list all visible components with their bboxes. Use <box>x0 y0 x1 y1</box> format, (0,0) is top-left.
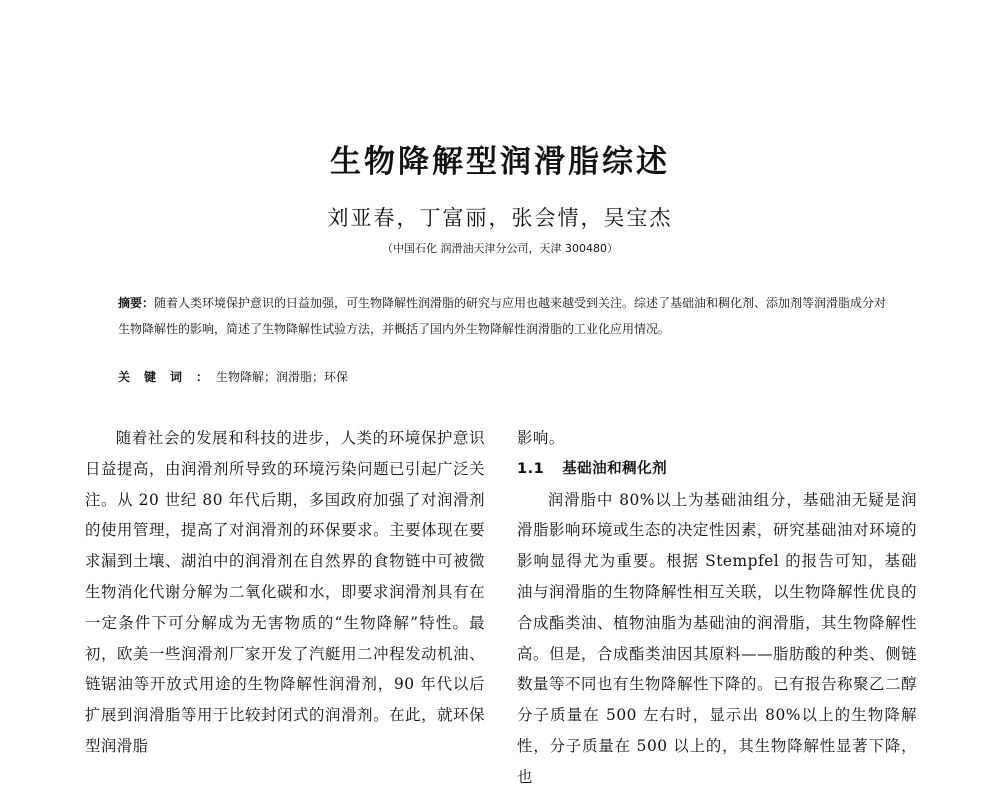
keywords-label: 关键词： <box>118 370 223 384</box>
right-column <box>517 423 917 793</box>
abstract-text: 随着人类环境保护意识的日益加强，可生物降解性润滑脂的研究与应用也越来越受到关注。综述了基础油和稠化剂、添加剂等润滑脂成分对生物降解性的影响，简述了生物降解性试验方法，并概括了国内外生物降解性润滑脂的工业化应用情况。 <box>118 296 887 336</box>
continuation-text: 影响。 <box>517 429 565 447</box>
abstract-label: 摘要： <box>118 296 155 310</box>
intro-paragraph: 随着社会的发展和科技的进步，人类的环境保护意识日益提高，由润滑剂所导致的环境污染问题已引起广泛关注。从 20 世纪 80 年代后期，多国政府加强了对润滑剂的使用管理，提高了对润滑剂的环保要求。主要体现在要求漏到土壤、湖泊中的润滑剂在自然界的食物链中可被微生物消化代谢分解为二氧化碳和水，即要求润滑剂具有在一定条件下可分解成为无害物质的“生物降解”特性。最初，欧美一些润滑剂厂家开发了汽艇用二冲程发动机油、链锯油等开放式用途的生物降解性润滑剂，90 年代以后扩展到润滑脂等用于比较封闭式的润滑剂。在此，就环保型润滑脂 <box>85 429 485 755</box>
base-oil-paragraph: 润滑脂中 80%以上为基础油组分，基础油无疑是润滑脂影响环境或生态的决定性因素，研究基础油对环境的影响显得尤为重要。根据 Stempfel 的报告可知，基础油与润滑脂的生物降解性相互关联，以生物降解性优良的合成酯类油、植物油脂为基础油的润滑脂，其生物降解性高。但是，合成酯类油因其原料——脂肪酸的种类、侧链数量等不同也有生物降解性下降的。已有报告称聚乙二醇分子质量在 500 左右时，显示出 80%以上的生物降解性，分子质量在 500 以上的，其生物降解性显著下降，也 <box>517 490 917 786</box>
affiliation: （中国石化 润滑油天津分公司，天津 300480） <box>382 242 618 255</box>
keywords-block <box>118 368 893 385</box>
section-number: 1.1 <box>517 460 545 477</box>
section-title: 基础油和稠化剂 <box>562 460 668 477</box>
author-list: 刘亚春，丁富丽，张会情，吴宝杰 <box>327 206 673 230</box>
left-column <box>85 423 485 762</box>
section-heading <box>517 454 917 485</box>
paper-title: 生物降解型润滑脂综述 <box>330 144 670 180</box>
abstract-block <box>118 290 893 342</box>
keywords-text: 生物降解；润滑脂；环保 <box>216 370 349 384</box>
